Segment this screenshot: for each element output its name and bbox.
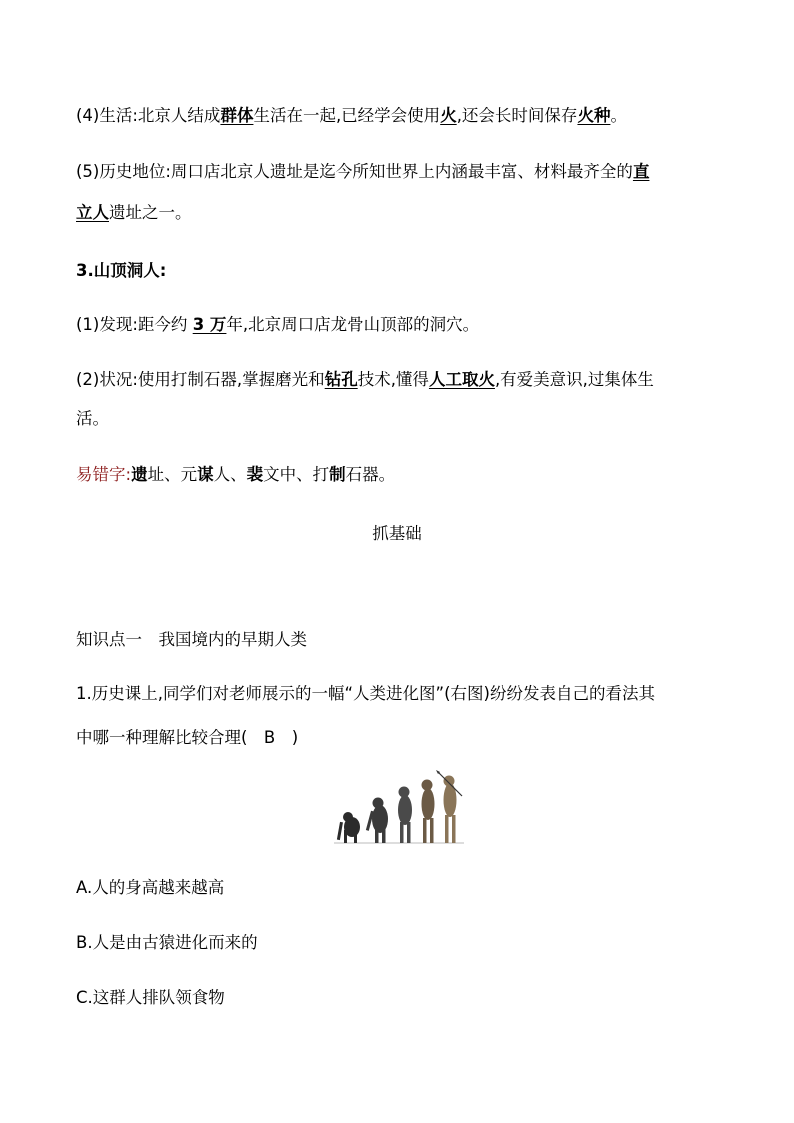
- key-term: 人工取火: [428, 370, 495, 389]
- key-term: 钻孔: [324, 370, 358, 389]
- section-title: 抓基础: [372, 524, 422, 543]
- paragraph-life: [76, 106, 627, 126]
- text: 。: [610, 106, 627, 125]
- key-term: 3 万: [192, 315, 227, 334]
- paragraph-historical-status: [76, 162, 649, 182]
- key-term: 火: [440, 106, 457, 125]
- text: (5)历史地位:周口店北京人遗址是迄今所知世界上内涵最丰富、材料最齐全的: [76, 162, 633, 181]
- text: 文中、打: [263, 465, 330, 484]
- section-heading: 3.山顶洞人:: [76, 261, 167, 280]
- question-1-line-2: 中哪一种理解比较合理( B ): [76, 728, 299, 747]
- key-char: 制: [329, 465, 346, 484]
- key-term: 立人: [76, 203, 109, 222]
- hint-label: 易错字:: [76, 465, 132, 484]
- knowledge-point-heading: 知识点一 我国境内的早期人类: [76, 630, 307, 649]
- text: 址、元: [147, 465, 198, 484]
- paragraph-discovery: [76, 315, 479, 335]
- text: 石器。: [345, 465, 396, 484]
- text: 遗址之一。: [109, 203, 192, 222]
- paragraph-status: [76, 370, 654, 390]
- key-char: 遗: [131, 465, 148, 484]
- text: 技术,懂得: [357, 370, 429, 389]
- paragraph-status-cont: 活。: [76, 409, 109, 428]
- key-char: 谋: [197, 465, 214, 484]
- paragraph-historical-status-cont: [76, 203, 192, 223]
- text: ,还会长时间保存: [456, 106, 578, 125]
- text: 生活在一起,已经学会使用: [253, 106, 441, 125]
- key-term: 火种: [577, 106, 611, 125]
- text: (1)发现:距今约: [76, 315, 193, 334]
- error-prone-characters: [76, 465, 395, 485]
- human-evolution-image: [334, 770, 464, 848]
- text: (4)生活:北京人结成: [76, 106, 221, 125]
- option-a: A.人的身高越来越高: [76, 878, 225, 897]
- key-char: 裴: [246, 465, 264, 484]
- key-term: 群体: [220, 106, 254, 125]
- option-c: C.这群人排队领食物: [76, 988, 225, 1007]
- text: (2)状况:使用打制石器,掌握磨光和: [76, 370, 325, 389]
- option-b: B.人是由古猿进化而来的: [76, 933, 258, 952]
- question-1-line-1: 1.历史课上,同学们对老师展示的一幅“人类进化图”(右图)纷纷发表自己的看法其: [76, 684, 655, 703]
- text: 年,北京周口店龙骨山顶部的洞穴。: [226, 315, 480, 334]
- text: ,有爱美意识,过集体生: [494, 370, 654, 389]
- key-term: 直: [632, 162, 650, 181]
- text: 人、: [213, 465, 247, 484]
